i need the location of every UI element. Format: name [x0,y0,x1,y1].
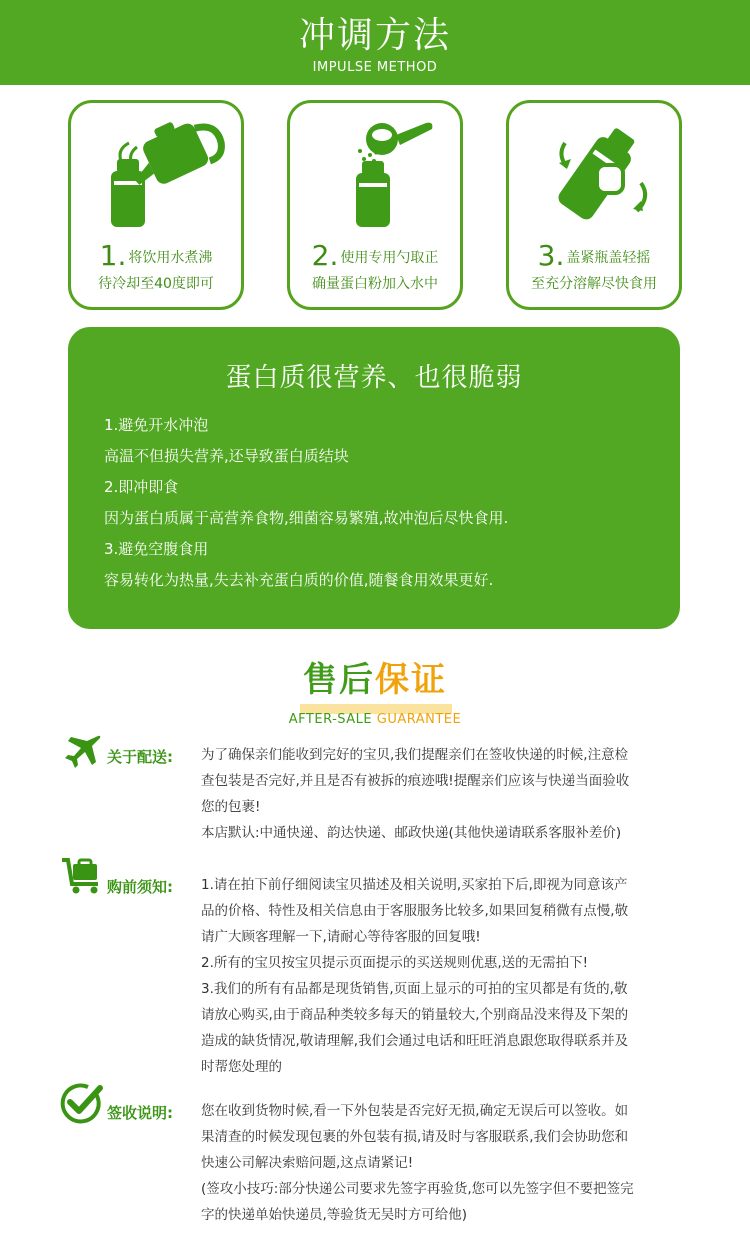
pre-purchase-line: 2.所有的宝贝按宝贝提示页面提示的买送规则优惠,送的无需拍下! [201,955,589,971]
delivery-line: 您的包裹! [201,799,261,815]
receipt-line: 字的快递单始快递员,等验货无吴时方可给他) [201,1207,468,1223]
receipt-line: 果清查的时候发现包裹的外包装有损,请及时与客服联系,我们会协助您和 [201,1129,629,1145]
delivery-line: 查包装是否完好,并且是否有被拆的痕迹哦!提醒亲们应该与快递当面验收 [201,773,630,789]
step-2-line-1: 使用专用勺取正 [340,250,439,266]
after-sale-title-yellow: 保证 [375,660,447,700]
step-1-line-2: 待冷却至40度即可 [98,276,214,292]
step-card-1 [68,100,244,310]
kettle-pour-icon [71,103,247,233]
method-header [0,0,750,85]
nutrition-line: 因为蛋白质属于高营养食物,细菌容易繁殖,故冲泡后尽快食用. [104,509,509,527]
step-2-line-2: 确量蛋白粉加入水中 [312,276,438,292]
step-card-2 [287,100,463,310]
after-sale-heading [0,660,750,727]
receipt-line: 快速公司解决索赔问题,这点请紧记! [201,1155,414,1171]
delivery-label: 关于配送: [107,748,173,766]
pre-purchase-line: 1.请在拍下前仔细阅读宝贝描述及相关说明,买家拍下后,即视为同意该产 [201,877,628,893]
step-1-line-1: 将饮用水煮沸 [128,250,213,266]
nutrition-title: 蛋白质很营养、也很脆弱 [225,363,523,393]
shopping-cart-icon [60,856,104,896]
method-title: 冲调方法 [298,15,451,56]
delivery-line: 本店默认:中通快递、韵达快递、邮政快递(其他快递请联系客服补差价) [201,825,622,841]
receipt-label: 签收说明: [107,1104,173,1122]
pre-purchase-line: 请放心购买,由于商品种类较多每天的销量较大,个别商品没来得及下架的 [201,1007,629,1023]
scoop-powder-icon [290,103,466,233]
after-sale-title-green: 售后 [303,660,375,700]
pre-purchase-line: 请广大顾客理解一下,请耐心等待客服的回复哦! [201,929,481,945]
receipt-line: (签攻小技巧:部分快递公司要求先签字再验货,您可以先签字但不要把签完 [201,1181,634,1197]
nutrition-line: 3.避免空腹食用 [104,540,209,558]
pre-purchase-line: 3.我们的所有有品都是现货销售,页面上显示的可拍的宝贝都是有货的,敬 [201,981,628,997]
step-1-number: 1. [99,239,127,272]
step-2-number: 2. [311,239,339,272]
step-3-line-2: 至充分溶解尽快食用 [531,276,657,292]
nutrition-line: 高温不但损失营养,还导致蛋白质结块 [104,447,349,465]
delivery-line: 为了确保亲们能收到完好的宝贝,我们提醒亲们在签收快递的时候,注意检 [201,747,629,763]
pre-purchase-line: 时帮您处理的 [201,1059,282,1075]
after-sale-en-green: AFTER-SALE [288,712,373,727]
nutrition-line: 2.即冲即食 [104,478,179,496]
check-circle-icon [60,1082,104,1126]
shake-bottle-icon [509,103,685,233]
pre-purchase-label: 购前须知: [107,878,173,896]
pre-purchase-line: 品的价格、特性及相关信息由于客服服务比较多,如果回复稍微有点慢,敬 [201,903,629,919]
after-sale-en-yellow: GUARANTEE [376,712,462,727]
nutrition-line: 1.避免开水冲泡 [104,416,209,434]
method-subtitle: IMPULSE METHOD [312,60,438,75]
nutrition-panel [68,327,680,629]
nutrition-line: 容易转化为热量,失去补充蛋白质的价值,随餐食用效果更好. [104,571,494,589]
pre-purchase-line: 造成的缺货情况,敬请理解,我们会通过电话和旺旺消息跟您取得联系并及 [201,1033,629,1049]
step-card-3 [506,100,682,310]
step-3-number: 3. [537,239,565,272]
receipt-line: 您在收到货物时候,看一下外包装是否完好无损,确定无误后可以签收。如 [201,1103,629,1119]
step-3-line-1: 盖紧瓶盖轻摇 [566,250,651,266]
airplane-icon [62,732,102,772]
